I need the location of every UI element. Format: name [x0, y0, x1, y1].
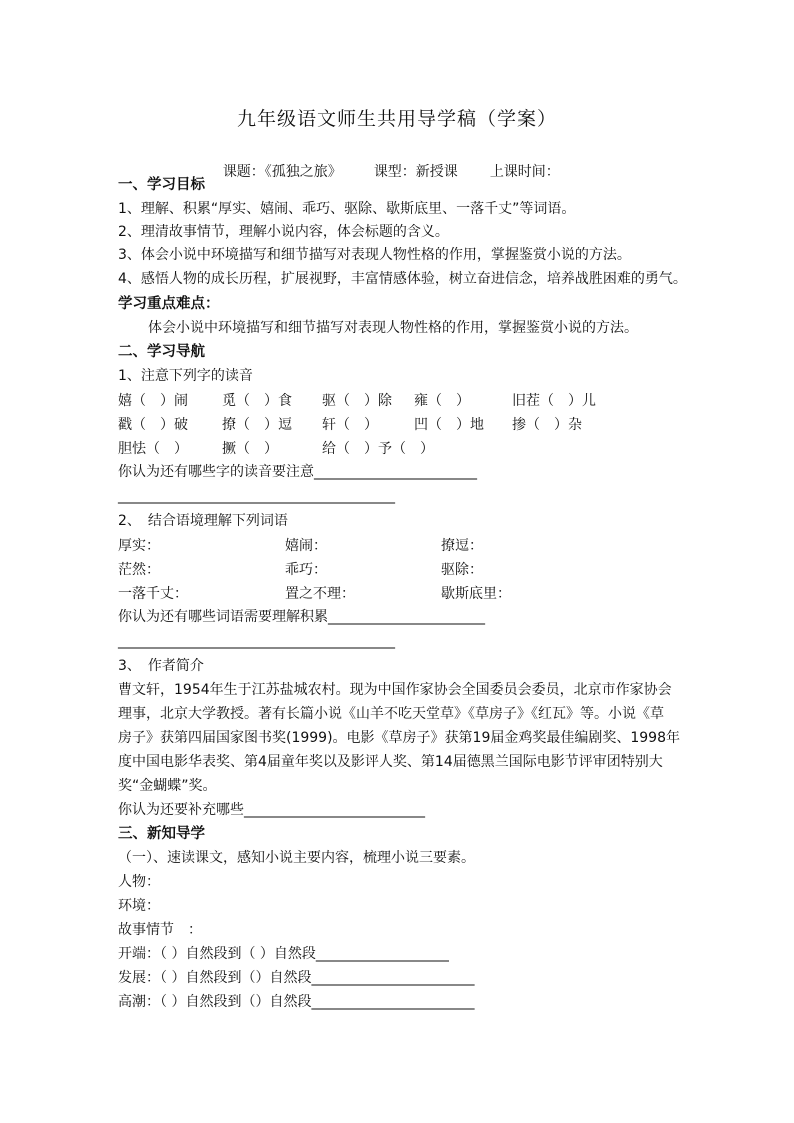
- pinyin-item: 撅（ ）: [222, 441, 278, 457]
- pinyin-item: 胆怯（ ）: [118, 441, 188, 457]
- pinyin-item: 凹（ ）地: [414, 417, 484, 433]
- plot-label: 高潮：（ ）自然段到（）自然段: [118, 994, 312, 1010]
- bio-line: 房子》获第四届国家图书奖(1999)。电影《草房子》获第19届金鸡奖最佳编剧奖、1998年: [118, 730, 680, 746]
- pinyin-item: 掺（ ）杂: [512, 417, 582, 433]
- lesson-time: 上课时间：: [489, 164, 560, 180]
- pinyin-item: 戳（ ）破: [118, 417, 188, 433]
- lesson-topic: 课题：《孤独之旅》: [222, 164, 342, 180]
- prompt-text: 你认为还有哪些词语需要理解积累: [118, 609, 328, 625]
- task-text: （一）、速读课文，感知小说主要内容，梳理小说三要素。: [118, 850, 475, 866]
- plot-label: 发展：（ ）自然段到（）自然段: [118, 970, 312, 986]
- prompt-text: 你认为还要补充哪些: [118, 802, 244, 818]
- vocab-item: 乖巧：: [285, 562, 327, 578]
- vocab-item: 一落千丈：: [118, 586, 188, 602]
- pinyin-item: 撩（ ）逗: [222, 417, 292, 433]
- vocab-item: 茫然：: [118, 562, 160, 578]
- objective-item: 4、感悟人物的成长历程，扩展视野，丰富情感体验，树立奋进信念，培养战胜困难的勇气。: [118, 271, 687, 287]
- section-heading: 三、新知导学: [118, 826, 205, 842]
- objective-item: 2、理清故事情节，理解小说内容，体会标题的含义。: [118, 224, 449, 240]
- plot-row: [118, 968, 473, 988]
- plot-row: [118, 992, 473, 1012]
- vocab-item: 驱除：: [441, 562, 483, 578]
- objective-item: 3、体会小说中环境描写和细节描写对表现人物性格的作用，掌握鉴赏小说的方法。: [118, 247, 631, 263]
- answer-blank[interactable]: ______________________________________________: [118, 633, 394, 649]
- key-points-text: 体会小说中环境描写和细节描写对表现人物性格的作用，掌握鉴赏小说的方法。: [148, 320, 638, 336]
- answer-blank[interactable]: ______________________: [315, 946, 448, 962]
- pinyin-item: 嬉（ ）闹: [118, 393, 188, 409]
- pinyin-item: 雍（ ）: [414, 393, 470, 409]
- vocab-item: 歇斯底里：: [441, 586, 511, 602]
- pinyin-item: 驱（ ）除: [322, 393, 392, 409]
- fill-prompt: [118, 800, 424, 820]
- lesson-type: 课型：新授课: [373, 164, 458, 180]
- bio-line: 度中国电影华表奖、第4届童年奖以及影评人奖、第14届德黑兰国际电影节评审团特别大: [118, 754, 663, 770]
- subsection-title: 2、 结合语境理解下列词语: [118, 513, 288, 529]
- answer-blank[interactable]: ___________________________: [311, 994, 474, 1010]
- field-label: 故事情节 ：: [118, 922, 202, 938]
- section-heading: 一、学习目标: [118, 177, 205, 193]
- page-title: 九年级语文师生共用导学稿（学案）: [236, 108, 557, 130]
- bio-line: 理事，北京大学教授。著有长篇小说《山羊不吃天堂草》《草房子》《红瓦》等。小说《草: [118, 706, 664, 722]
- vocab-item: 厚实：: [118, 538, 160, 554]
- plot-row: [118, 944, 448, 964]
- subsection-title: 3、 作者简介: [118, 658, 204, 674]
- lesson-meta: [205, 145, 592, 197]
- pinyin-item: 觅（ ）食: [222, 393, 292, 409]
- vocab-item: 置之不理：: [285, 586, 355, 602]
- prompt-text: 你认为还有哪些字的读音要注意: [118, 464, 314, 480]
- field-label: 人物：: [118, 874, 160, 890]
- answer-blank[interactable]: ___________________________: [311, 970, 474, 986]
- pinyin-item: 轩（ ）: [322, 417, 378, 433]
- answer-blank[interactable]: __________________________: [328, 609, 484, 625]
- answer-blank[interactable]: ___________________________: [314, 464, 476, 480]
- bio-line: 奖“金蝴蝶”奖。: [118, 778, 217, 794]
- fill-prompt: [118, 607, 484, 627]
- vocab-item: 嬉闹：: [285, 538, 327, 554]
- section-heading: 二、学习导航: [118, 344, 205, 360]
- vocab-item: 撩逗：: [441, 538, 483, 554]
- pinyin-item: 给（ ）予（ ）: [322, 441, 434, 457]
- answer-blank[interactable]: ______________________________________________: [118, 488, 394, 504]
- subsection-title: 1、注意下列字的读音: [118, 368, 253, 384]
- pinyin-item: 旧茬（ ）儿: [512, 393, 596, 409]
- answer-blank[interactable]: ______________________________: [244, 802, 424, 818]
- objective-item: 1、理解、积累“厚实、嬉闹、乖巧、驱除、歇斯底里、一落千丈”等词语。: [118, 201, 576, 217]
- plot-label: 开端：（ ）自然段到（ ）自然段: [118, 946, 316, 962]
- fill-prompt: [118, 462, 476, 482]
- bio-line: 曹文轩，1954年生于江苏盐城农村。现为中国作家协会全国委员会委员，北京市作家协会: [118, 682, 672, 698]
- key-points-heading: 学习重点难点：: [118, 296, 220, 312]
- field-label: 环境：: [118, 898, 160, 914]
